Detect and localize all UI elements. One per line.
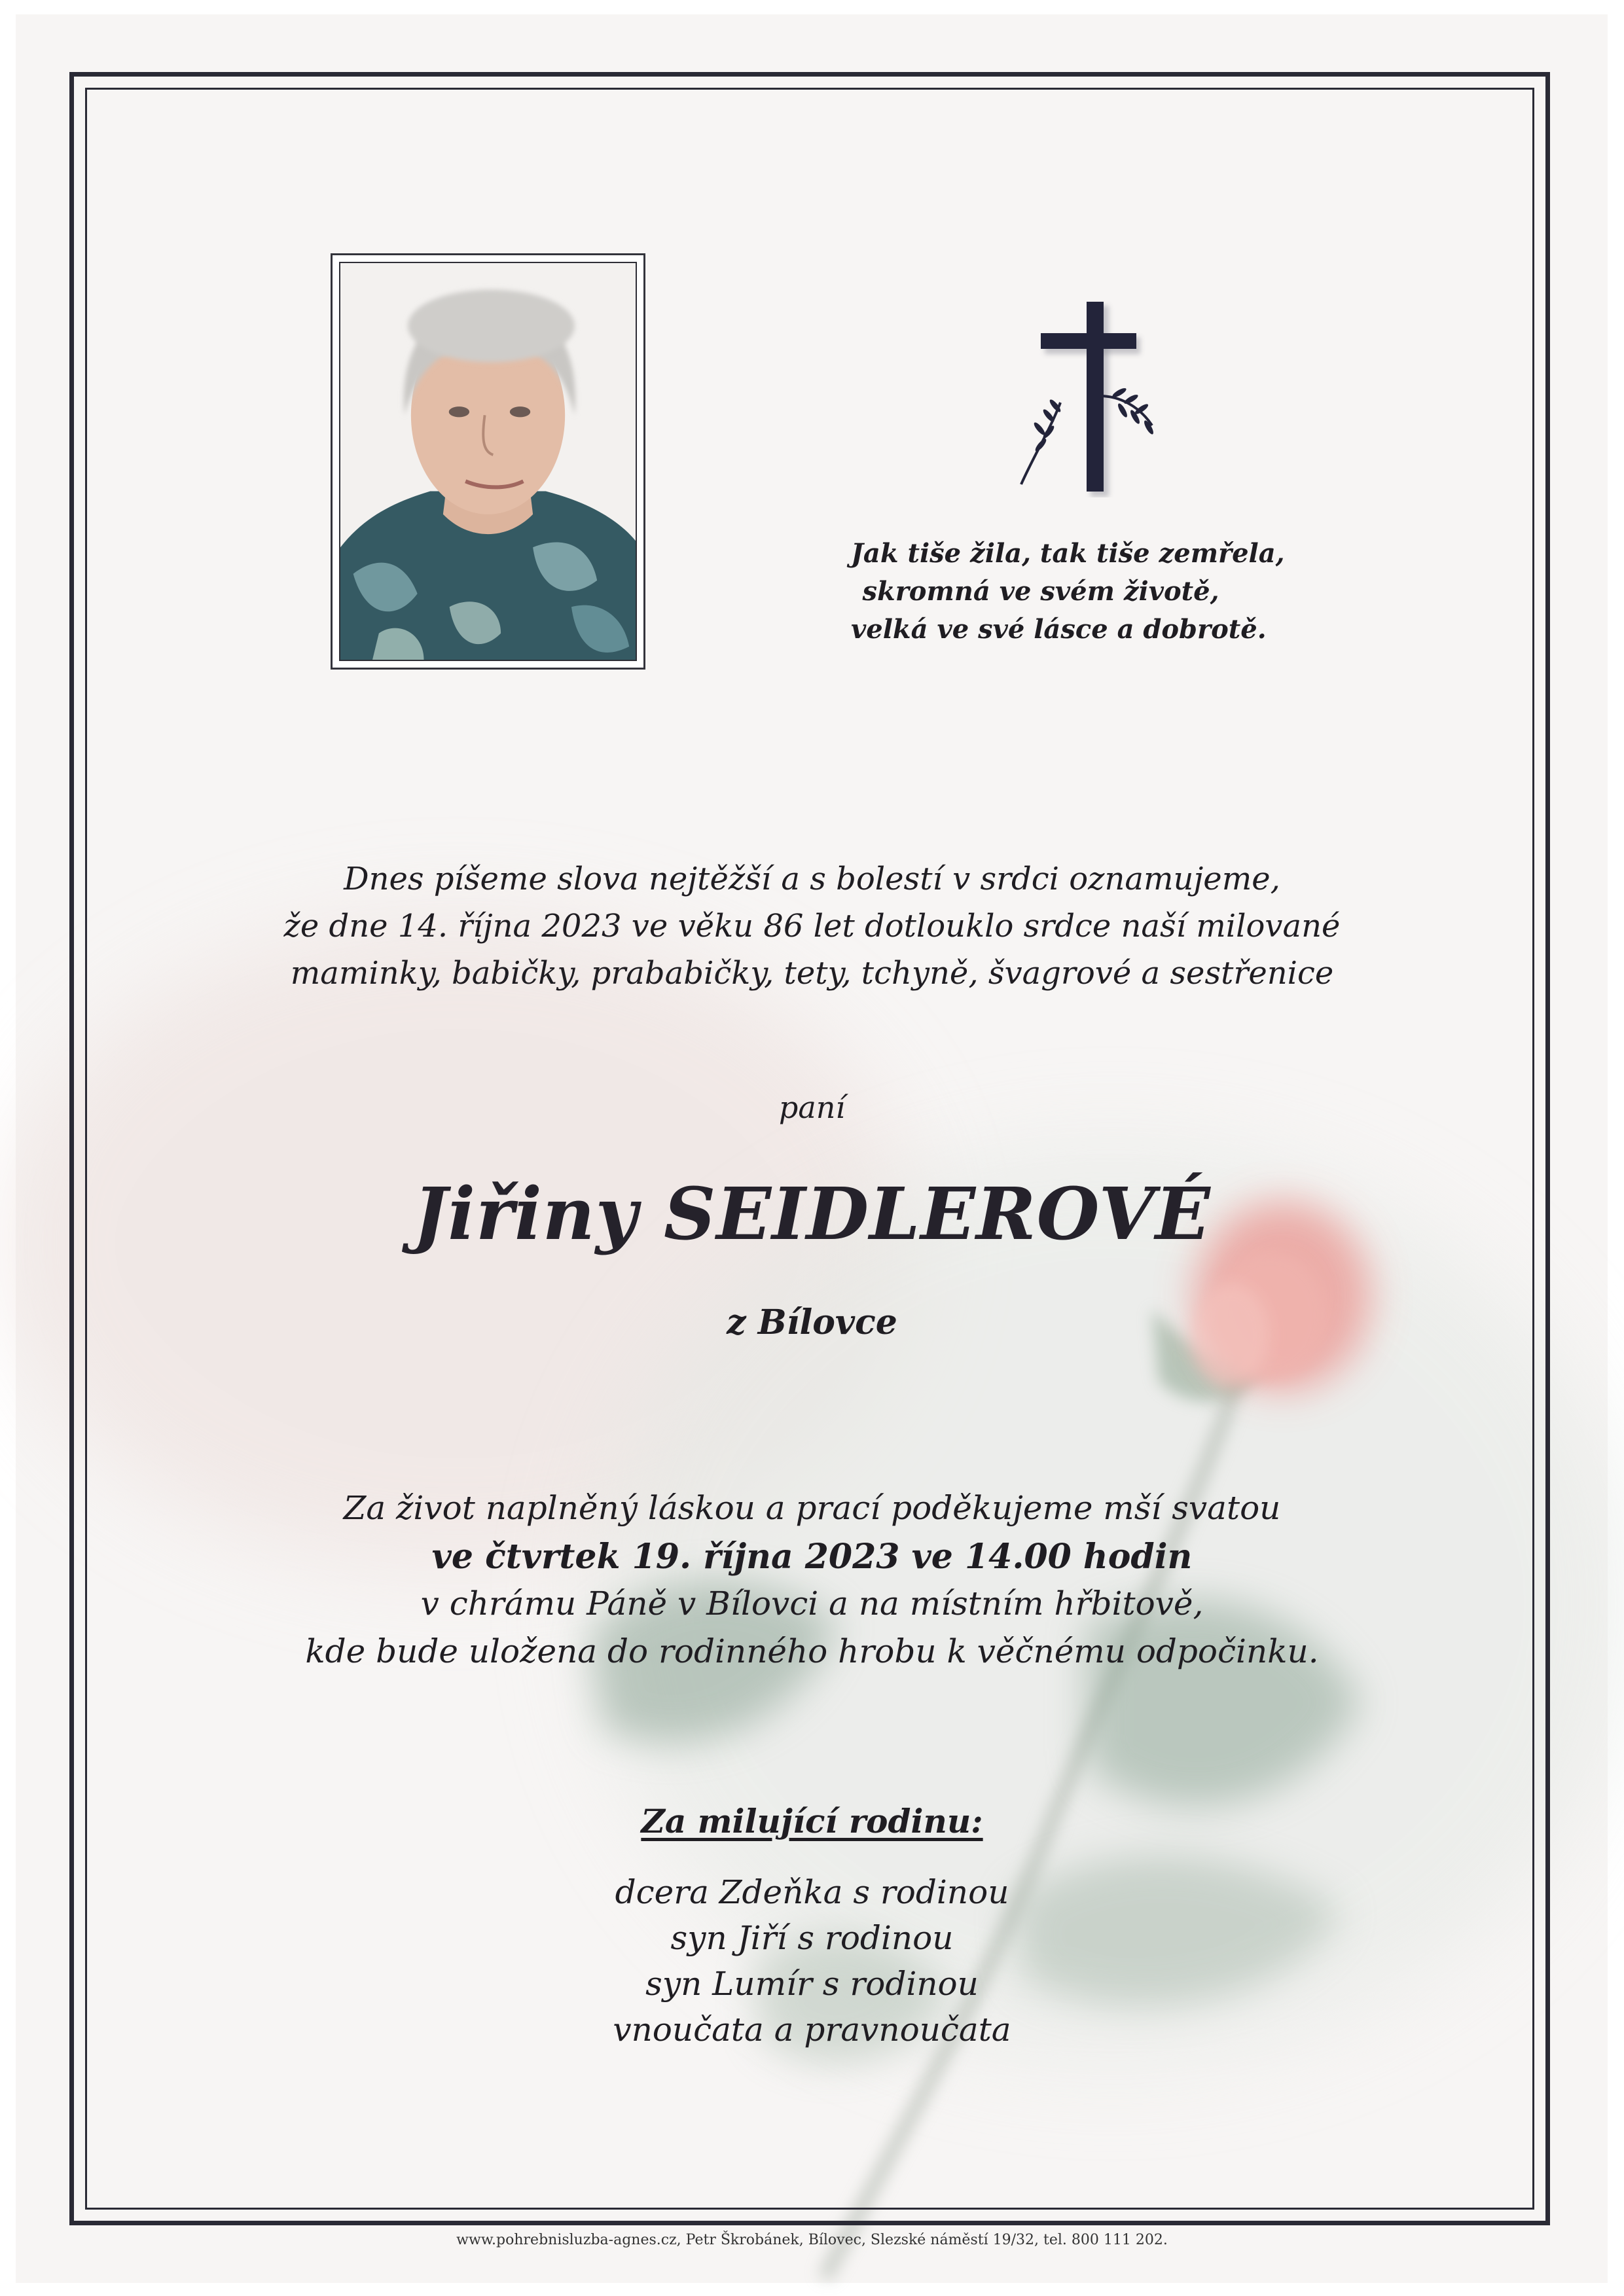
funeral-line-3: v chrámu Páně v Bílovci a na místním hřbitově,	[420, 1585, 1204, 1623]
portrait-photo-frame	[331, 253, 645, 670]
family-heading: Za milující rodinu:	[641, 1802, 983, 1840]
intro-line-1: Dnes píšeme slova nejtěžší a s bolestí v srdci oznamujeme,	[344, 861, 1280, 897]
family-member: syn Jiří s rodinou	[670, 1919, 954, 1957]
motto-line-3: velká ve své lásce a dobrotě.	[851, 614, 1267, 645]
funeral-line-4: kde bude uložena do rodinného hrobu k věčnému odpočinku.	[305, 1632, 1319, 1670]
footer-contact: www.pohrebnisluzba-agnes.cz, Petr Škrobánek, Bílovec, Slezské náměstí 19/32, tel. 800 111 202.	[456, 2232, 1168, 2248]
deceased-name: Jiřiny SEIDLEROVÉ	[413, 1172, 1211, 1256]
motto-line-2: skromná ve svém životě,	[862, 576, 1219, 607]
intro-line-2: že dne 14. října 2023 ve věku 86 let dotlouklo srdce naší milované	[283, 908, 1341, 944]
family-member: syn Lumír s rodinou	[645, 1965, 979, 2003]
cross-icon	[1015, 298, 1165, 497]
funeral-line-1: Za život naplněný láskou a prací poděkujeme mší svatou	[343, 1489, 1281, 1527]
funeral-datetime: ve čtvrtek 19. října 2023 ve 14.00 hodin	[431, 1537, 1193, 1577]
family-member: vnoučata a pravnoučata	[613, 2011, 1011, 2049]
honorific: paní	[778, 1090, 846, 1125]
intro-line-3: maminky, babičky, prababičky, tety, tchyně, švagrové a sestřenice	[290, 955, 1334, 992]
family-member: dcera Zdeňka s rodinou	[615, 1873, 1009, 1911]
motto-line-1: Jak tiše žila, tak tiše zemřela,	[851, 538, 1285, 569]
hometown: z Bílovce	[727, 1302, 897, 1342]
portrait-photo	[339, 262, 637, 661]
